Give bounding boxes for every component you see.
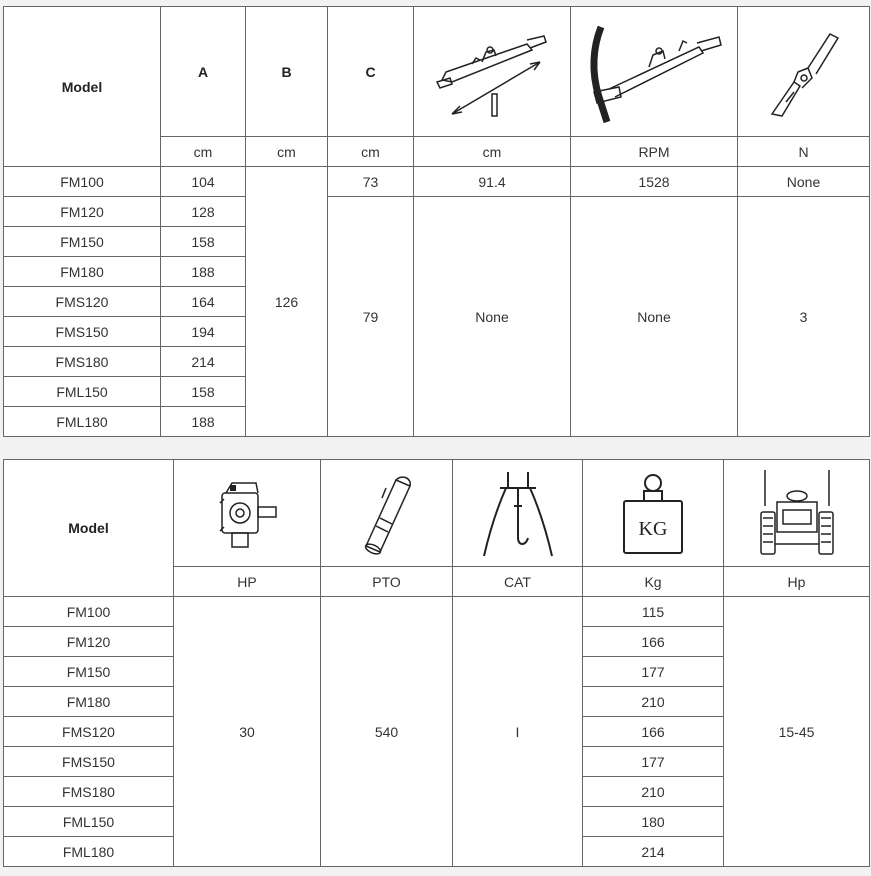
unit-cat: CAT bbox=[453, 567, 583, 597]
b-cell: 126 bbox=[246, 167, 328, 437]
model-header: Model bbox=[4, 460, 174, 597]
unit-b: cm bbox=[246, 137, 328, 167]
kg-cell: 177 bbox=[583, 747, 724, 777]
spec-table-power bbox=[3, 459, 870, 867]
a-cell: 194 bbox=[161, 317, 246, 347]
model-cell: FMS150 bbox=[4, 747, 174, 777]
model-cell: FM150 bbox=[4, 657, 174, 687]
table-row bbox=[4, 167, 870, 197]
model-cell: FML150 bbox=[4, 807, 174, 837]
kg-header bbox=[583, 460, 724, 567]
pto-header bbox=[321, 460, 453, 567]
rpm-cell: 1528 bbox=[571, 167, 738, 197]
n-cell: None bbox=[738, 167, 870, 197]
rpm-cell: None bbox=[571, 197, 738, 437]
tractor-hp-cell: 15-45 bbox=[724, 597, 870, 867]
kg-cell: 166 bbox=[583, 627, 724, 657]
model-cell: FMS180 bbox=[4, 347, 161, 377]
table-row bbox=[4, 597, 870, 627]
pto-cell: 540 bbox=[321, 597, 453, 867]
gearbox-header bbox=[174, 460, 321, 567]
table-row bbox=[4, 197, 870, 227]
model-cell: FMS150 bbox=[4, 317, 161, 347]
hp-cell: 30 bbox=[174, 597, 321, 867]
model-cell: FM180 bbox=[4, 687, 174, 717]
kg-cell: 180 bbox=[583, 807, 724, 837]
model-cell: FMS180 bbox=[4, 777, 174, 807]
model-cell: FMS120 bbox=[4, 717, 174, 747]
blade-icon bbox=[764, 22, 844, 122]
unit-hp: HP bbox=[174, 567, 321, 597]
weight-label: KG bbox=[638, 517, 668, 540]
weight-icon bbox=[618, 471, 688, 556]
unit-c: cm bbox=[328, 137, 414, 167]
unit-a: cm bbox=[161, 137, 246, 167]
width-cell: 91.4 bbox=[414, 167, 571, 197]
n-cell: 3 bbox=[738, 197, 870, 437]
rotor-rpm-icon bbox=[579, 17, 729, 127]
model-cell: FM120 bbox=[4, 197, 161, 227]
c-cell: 79 bbox=[328, 197, 414, 437]
rotor-rpm-header bbox=[571, 7, 738, 137]
model-cell: FMS120 bbox=[4, 287, 161, 317]
kg-cell: 177 bbox=[583, 657, 724, 687]
unit-n: N bbox=[738, 137, 870, 167]
model-cell: FM100 bbox=[4, 167, 161, 197]
a-cell: 158 bbox=[161, 377, 246, 407]
a-cell: 104 bbox=[161, 167, 246, 197]
width-cell: None bbox=[414, 197, 571, 437]
b-header: B bbox=[246, 7, 328, 137]
kg-cell: 214 bbox=[583, 837, 724, 867]
unit-width: cm bbox=[414, 137, 571, 167]
model-cell: FM180 bbox=[4, 257, 161, 287]
unit-rpm: RPM bbox=[571, 137, 738, 167]
a-cell: 164 bbox=[161, 287, 246, 317]
tractor-header bbox=[724, 460, 870, 567]
kg-cell: 210 bbox=[583, 777, 724, 807]
model-cell: FML150 bbox=[4, 377, 161, 407]
blade-header bbox=[738, 7, 870, 137]
kg-cell: 115 bbox=[583, 597, 724, 627]
kg-cell: 166 bbox=[583, 717, 724, 747]
cat-header bbox=[453, 460, 583, 567]
cat-cell: I bbox=[453, 597, 583, 867]
model-cell: FML180 bbox=[4, 407, 161, 437]
cutting-width-header bbox=[414, 7, 571, 137]
hitch-category-icon bbox=[478, 466, 558, 561]
a-header: A bbox=[161, 7, 246, 137]
model-header: Model bbox=[4, 7, 161, 167]
a-cell: 214 bbox=[161, 347, 246, 377]
a-cell: 188 bbox=[161, 407, 246, 437]
cutting-width-icon bbox=[432, 22, 552, 122]
a-cell: 128 bbox=[161, 197, 246, 227]
a-cell: 158 bbox=[161, 227, 246, 257]
a-cell: 188 bbox=[161, 257, 246, 287]
kg-cell: 210 bbox=[583, 687, 724, 717]
c-cell: 73 bbox=[328, 167, 414, 197]
unit-tractor-hp: Hp bbox=[724, 567, 870, 597]
model-cell: FM150 bbox=[4, 227, 161, 257]
pto-shaft-icon bbox=[352, 468, 422, 558]
model-cell: FM100 bbox=[4, 597, 174, 627]
model-cell: FML180 bbox=[4, 837, 174, 867]
spec-table-dimensions bbox=[3, 6, 870, 437]
model-cell: FM120 bbox=[4, 627, 174, 657]
gearbox-icon bbox=[212, 473, 282, 553]
c-header: C bbox=[328, 7, 414, 137]
tractor-icon bbox=[757, 466, 837, 561]
unit-pto: PTO bbox=[321, 567, 453, 597]
unit-kg: Kg bbox=[583, 567, 724, 597]
